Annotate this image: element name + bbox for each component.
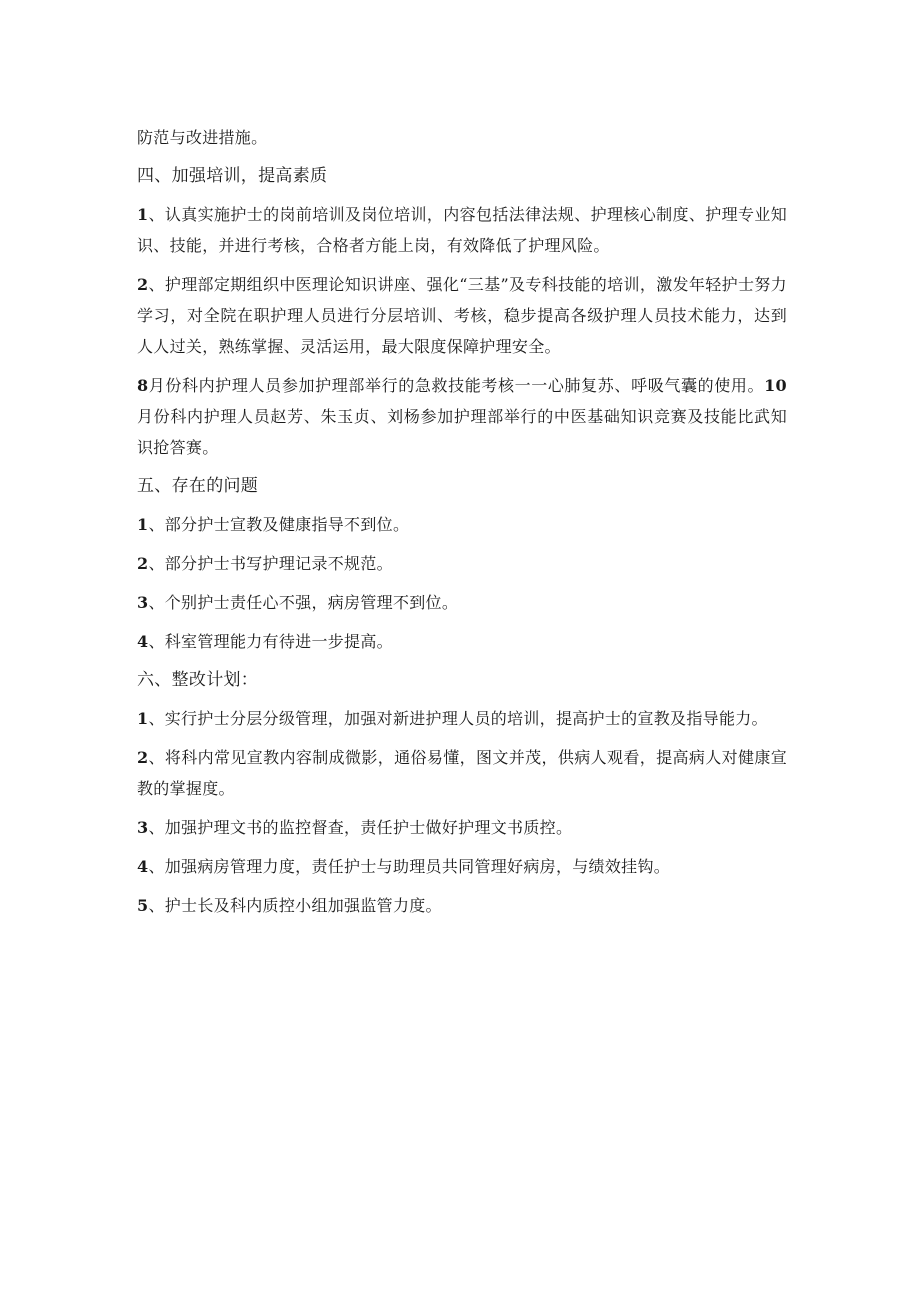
section-heading-problems: 五、存在的问题: [137, 476, 259, 496]
list-item: 3、加强护理文书的监控督查，责任护士做好护理文书质控。: [137, 818, 573, 837]
list-item: 1、实行护士分层分级管理，加强对新进护理人员的培训，提高护士的宣教及指导能力。: [137, 709, 768, 728]
list-item: 4、加强病房管理力度，责任护士与助理员共同管理好病房，与绩效挂钩。: [137, 857, 671, 876]
list-item: 2、部分护士书写护理记录不规范。: [137, 554, 393, 573]
list-item: 5、护士长及科内质控小组加强监管力度。: [137, 896, 442, 915]
list-item: 1、认真实施护士的岗前培训及岗位培训，内容包括法律法规、护理核心制度、护理专业知识、技能，并进行考核，合格者方能上岗，有效降低了护理风险。: [137, 205, 787, 255]
list-item: 1、部分护士宣教及健康指导不到位。: [137, 515, 410, 534]
list-item: 2、护理部定期组织中医理论知识讲座、强化“三基”及专科技能的培训，激发年轻护士努力学习，对全院在职护理人员进行分层培训、考核，稳步提高各级护理人员技术能力，达到人人过关，熟练掌握、灵活运用，最大限度保障护理安全。: [137, 275, 787, 356]
section-heading-plan: 六、整改计划：: [137, 670, 259, 690]
section-heading-training: 四、加强培训，提高素质: [137, 166, 328, 186]
list-item: 2、将科内常见宣教内容制成微影，通俗易懂，图文并茂，供病人观看，提高病人对健康宣教的掌握度。: [137, 748, 787, 798]
continuation-text: 防范与改进措施。: [137, 128, 268, 147]
list-item: 4、科室管理能力有待进一步提高。: [137, 632, 393, 651]
activity-paragraph: 8月份科内护理人员参加护理部举行的急救技能考核一一心肺复苏、呼吸气囊的使用。10月份科内护理人员赵芳、朱玉贞、刘杨参加护理部举行的中医基础知识竞赛及技能比武知识抢答赛。: [137, 376, 787, 457]
document-body: [137, 122, 787, 929]
list-item: 3、个别护士责任心不强，病房管理不到位。: [137, 593, 459, 612]
